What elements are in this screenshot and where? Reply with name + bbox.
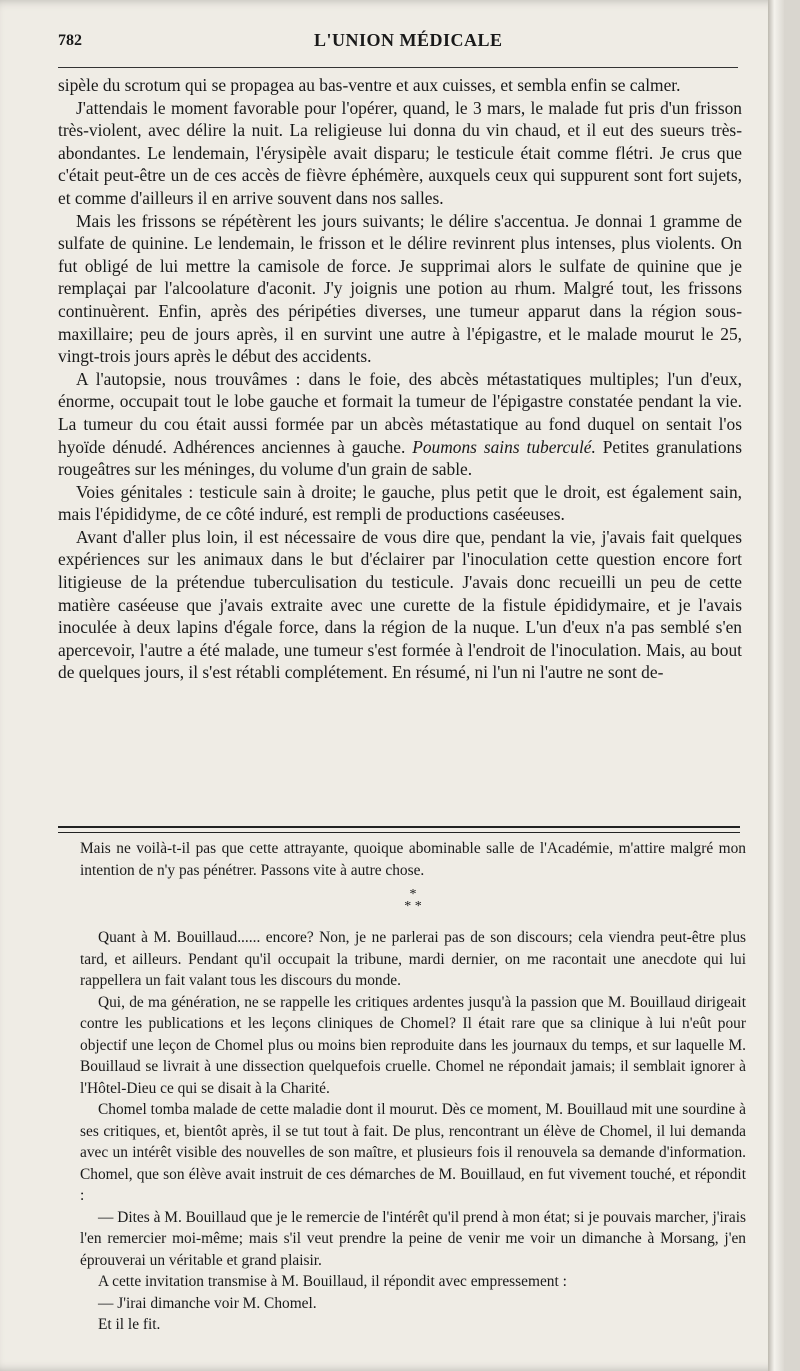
- page-number: 782: [58, 32, 82, 49]
- article-paragraph: Voies génitales : testicule sain à droite; le gauche, plus petit que le droit, est également sain, mais l'épididyme, de ce côté induré, est rempli de productions caséeuses.: [58, 481, 742, 525]
- feuilleton-paragraph: A cette invitation transmise à M. Bouillaud, il répondit avec empressement :: [98, 1273, 567, 1290]
- autopsy-text: A l'autopsie, nous trouvâmes : dans le foie, des abcès métastatiques multiples; l'un d'eux, énorme, occupait tout le lobe gauche et formait la tumeur de l'épigastre constatée pendant la vie. La tumeur du cou était aussi formée par un abcès métastatique au fond duquel on sentait l'os hyoïde dénudé. Adhérences anciennes à gauche.: [58, 368, 742, 457]
- feuilleton-separator: [58, 826, 740, 833]
- asterism-separator: [80, 889, 746, 913]
- autopsy-text-end: Petites granulations rougeâtres sur les méninges, du volume d'un grain de sable.: [58, 436, 742, 480]
- journal-title: L'UNION MÉDICALE: [314, 30, 503, 50]
- feuilleton-paragraph: Chomel tomba malade de cette maladie dont il mourut. Dès ce moment, M. Bouillaud mit une sourdine à ses critiques, et, bientôt après, il se tut tout à fait. De plus, rencontrant un élève de Chomel, il lui demanda avec un intérêt visible des nouvelles de son maître, et plusieurs fois il renouvela sa demande d'information. Chomel, que son élève avait instruit de ces démarches de M. Bouillaud, en fut vivement touché, et répondit :: [80, 1101, 746, 1204]
- article-paragraph: [58, 368, 742, 481]
- main-article: [58, 74, 742, 684]
- feuilleton-paragraph: Quant à M. Bouillaud...... encore? Non, je ne parlerai pas de son discours; cela viendra peut-être plus tard, et ailleurs. Pendant qu'il occupait la tribune, mardi dernier, on me racontait une anecdote qui lui rappellera un fait valant tous les discours du monde.: [80, 929, 746, 989]
- asterism-bottom: * *: [404, 899, 422, 914]
- feuilleton-paragraph: Et il le fit.: [98, 1316, 161, 1333]
- article-paragraph: J'attendais le moment favorable pour l'opérer, quand, le 3 mars, le malade fut pris d'un frisson très-violent, avec délire la nuit. La religieuse lui donna du vin chaud, et il eut des sueurs très-abondantes. Le lendemain, l'érysipèle avait disparu; le testicule était comme flétri. Je crus que c'était peut-être un de ces accès de fièvre éphémère, auxquels ceux qui suppurent sont fort sujets, et comme d'ailleurs il en arrive souvent dans nos salles.: [58, 97, 742, 208]
- article-paragraph: Avant d'aller plus loin, il est nécessaire de vous dire que, pendant la vie, j'avais fait quelques expériences sur les animaux dans le but d'éclairer par l'inoculation cette question encore fort litigieuse de la prétendue tuberculisation du testicule. J'avais donc recueilli un peu de cette matière caséeuse que j'avais extraite avec une curette de la fistule épididymaire, et je l'avais inoculée à deux lapins d'égale force, dans la région de la nuque. L'un d'eux n'a pas semblé s'en apercevoir, l'autre a été malade, une tumeur s'est formée à l'endroit de l'inoculation. Mais, au bout de quelques jours, il s'est rétabli complétement. En résumé, ni l'un ni l'autre ne sont de-: [58, 526, 742, 683]
- feuilleton-intro: Mais ne voilà-t-il pas que cette attrayante, quoique abominable salle de l'Académie, m'attire malgré mon intention de n'y pas pénétrer. Passons vite à autre chose.: [80, 840, 746, 879]
- feuilleton-paragraph: — J'irai dimanche voir M. Chomel.: [98, 1294, 317, 1312]
- feuilleton-paragraph: Qui, de ma génération, ne se rappelle les critiques ardentes jusqu'à la passion que M. Bouillaud dirigeait contre les publications et les leçons cliniques de Chomel? Il était rare que sa clinique à lui n'eût pour objectif une leçon de Chomel plus ou moins bien reproduite dans les journaux du temps, et sur laquelle M. Bouillaud se livrait à une dissection quelquefois cruelle. Chomel ne répondait jamais; il semblait ignorer à l'Hôtel-Dieu ce qui se disait à la Charité.: [80, 993, 746, 1097]
- page-header: [58, 30, 738, 56]
- feuilleton-paragraph: — Dites à M. Bouillaud que je le remercie de l'intérêt qu'il prend à mon état; si je pouvais marcher, j'irais l'en remercier moi-même; mais s'il veut prendre la peine de venir me voir un dimanche à Morsang, j'en éprouverai un véritable et grand plaisir.: [80, 1208, 746, 1269]
- page-edge: [768, 0, 784, 1371]
- italic-phrase: Poumons sains tuberculé.: [412, 436, 596, 457]
- article-paragraph: Mais les frissons se répétèrent les jours suivants; le délire s'accentua. Je donnai 1 gramme de sulfate de quinine. Le lendemain, le frisson et le délire revinrent plus intenses, plus violents. On fut obligé de lui mettre la camisole de force. Je supprimai alors le sulfate de quinine que je remplaçai par l'alcoolature d'aconit. J'y joignis une potion au rhum. Malgré tout, les frissons continuèrent. Enfin, après des péripéties diverses, une tumeur apparut dans la région sous-maxillaire; peu de jours après, il en survint une autre à l'épigastre, et le malade mourut le 25, vingt-trois jours après le début des accidents.: [58, 210, 742, 367]
- header-rule: [58, 67, 738, 68]
- article-paragraph: sipèle du scrotum qui se propagea au bas-ventre et aux cuisses, et sembla enfin se calmer.: [58, 75, 681, 95]
- asterism-top: *: [409, 887, 417, 902]
- feuilleton-section: [80, 838, 746, 1336]
